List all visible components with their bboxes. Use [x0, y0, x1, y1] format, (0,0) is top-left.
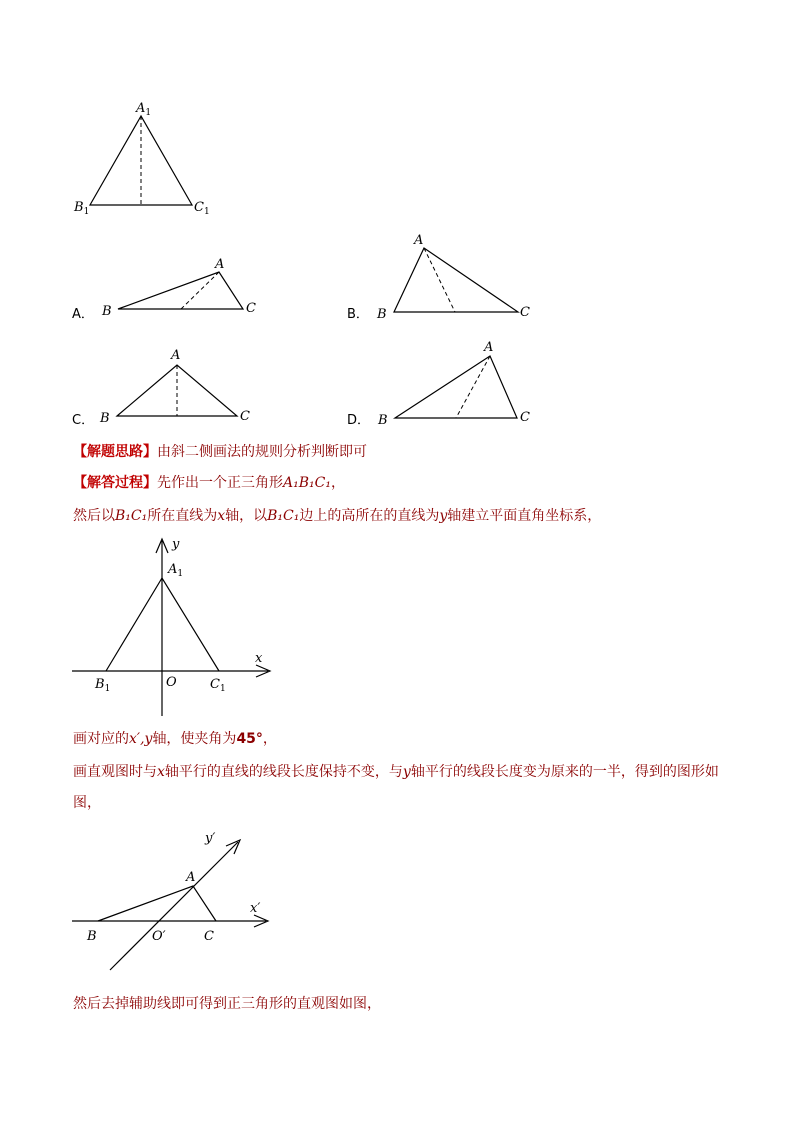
option-d-label-A: A — [484, 340, 494, 355]
option-d-label-B: B — [378, 413, 388, 428]
idea-tag: 【解题思路】 — [73, 444, 157, 460]
oblique-figure — [72, 831, 268, 970]
oblique-label-x: x′ — [250, 901, 261, 916]
line3-part-e: 轴建立平面直角坐标系， — [447, 508, 602, 524]
line5-math-1: x — [157, 764, 165, 780]
line3-math-1: B₁C₁ — [115, 508, 148, 524]
option-c-figure[interactable] — [72, 348, 250, 428]
option-c-letter: C． — [72, 413, 95, 428]
draw-rule-line — [73, 761, 719, 781]
oblique-label-B: B — [87, 929, 97, 944]
option-a-label-A: A — [215, 257, 225, 272]
process-math: A₁B₁C₁ — [283, 475, 331, 491]
line4-part-c: ， — [262, 731, 277, 747]
equilateral-triangle-figure — [73, 101, 210, 217]
option-d-dashed — [456, 356, 490, 418]
option-c-label-A: A — [171, 348, 181, 363]
option-d-figure[interactable] — [347, 340, 530, 428]
line3-part-d: 边上的高所在的直线为 — [299, 508, 440, 524]
option-d-triangle — [395, 356, 517, 418]
oblique-label-C: C — [204, 929, 214, 944]
label-C1: $C_1$ — [194, 200, 210, 217]
process-end: ， — [330, 475, 345, 491]
solution-process-line — [73, 472, 345, 492]
option-a-figure[interactable] — [72, 257, 256, 322]
option-a-dashed — [181, 272, 219, 309]
solution-idea-line — [73, 441, 367, 461]
option-c-label-C: C — [240, 409, 250, 424]
conclusion-line: 然后去掉辅助线即可得到正三角形的直观图如图， — [73, 996, 381, 1012]
draw-axes-line — [73, 728, 277, 748]
line3-math-2: x — [217, 508, 226, 524]
option-b-figure[interactable] — [347, 233, 530, 322]
option-a-triangle — [118, 272, 243, 309]
option-d-label-C: C — [520, 410, 530, 425]
line4-math: x′,y — [129, 731, 153, 747]
line4-part-a: 画对应的 — [73, 731, 129, 747]
oblique-label-y: y′ — [205, 831, 216, 846]
line3-part-b: 所在直线为 — [147, 508, 218, 524]
axes-label-B1: $B_1$ — [95, 677, 111, 694]
line4-angle: 45° — [236, 731, 263, 747]
idea-body: 由斜二侧画法的规则分析判断即可 — [157, 444, 367, 460]
option-a-label-B: B — [102, 304, 112, 319]
line3-part-a: 然后以 — [73, 508, 115, 524]
axes-label-A1: $A_1$ — [168, 562, 184, 579]
axes-label-y: y — [172, 537, 180, 552]
line3-math-3: B₁C₁ — [267, 508, 300, 524]
figure-ref-line: 图， — [73, 795, 101, 811]
axes-label-C1: $C_1$ — [210, 677, 226, 694]
option-c-label-B: B — [100, 411, 110, 426]
oblique-label-A: A — [186, 870, 196, 885]
line5-part-b: 轴平行的直线的线段长度保持不变，与 — [164, 764, 403, 780]
option-a-letter: A． — [72, 307, 94, 322]
line3-math-4: y — [439, 508, 448, 524]
option-b-label-B: B — [377, 307, 387, 322]
oblique-label-O: O′ — [152, 929, 166, 944]
line5-part-a: 画直观图时与 — [73, 764, 157, 780]
line5-math-2: y — [402, 764, 411, 780]
option-b-label-C: C — [520, 305, 530, 320]
coordinate-figure — [72, 537, 270, 716]
line3-part-c: 轴，以 — [225, 508, 268, 524]
label-B1: $B_1$ — [74, 200, 90, 217]
option-a-label-C: C — [246, 301, 256, 316]
process-body: 先作出一个正三角形 — [157, 475, 283, 491]
option-d-letter: D． — [347, 413, 371, 428]
option-b-triangle — [394, 248, 518, 312]
line5-part-c: 轴平行的线段长度变为原来的一半，得到的图形如 — [410, 764, 719, 780]
option-b-label-A: A — [414, 233, 424, 248]
option-b-letter: B． — [347, 307, 369, 322]
axes-label-O: O — [166, 675, 177, 690]
axes-label-x: x — [255, 651, 263, 666]
option-b-dashed — [424, 248, 455, 312]
label-A1: $A_1$ — [136, 101, 152, 118]
process-tag: 【解答过程】 — [73, 475, 157, 491]
y-prime-axis — [110, 842, 238, 970]
line4-part-b: 轴，使夹角为 — [152, 731, 237, 747]
oblique-triangle — [98, 886, 216, 921]
axes-setup-line — [73, 505, 601, 525]
